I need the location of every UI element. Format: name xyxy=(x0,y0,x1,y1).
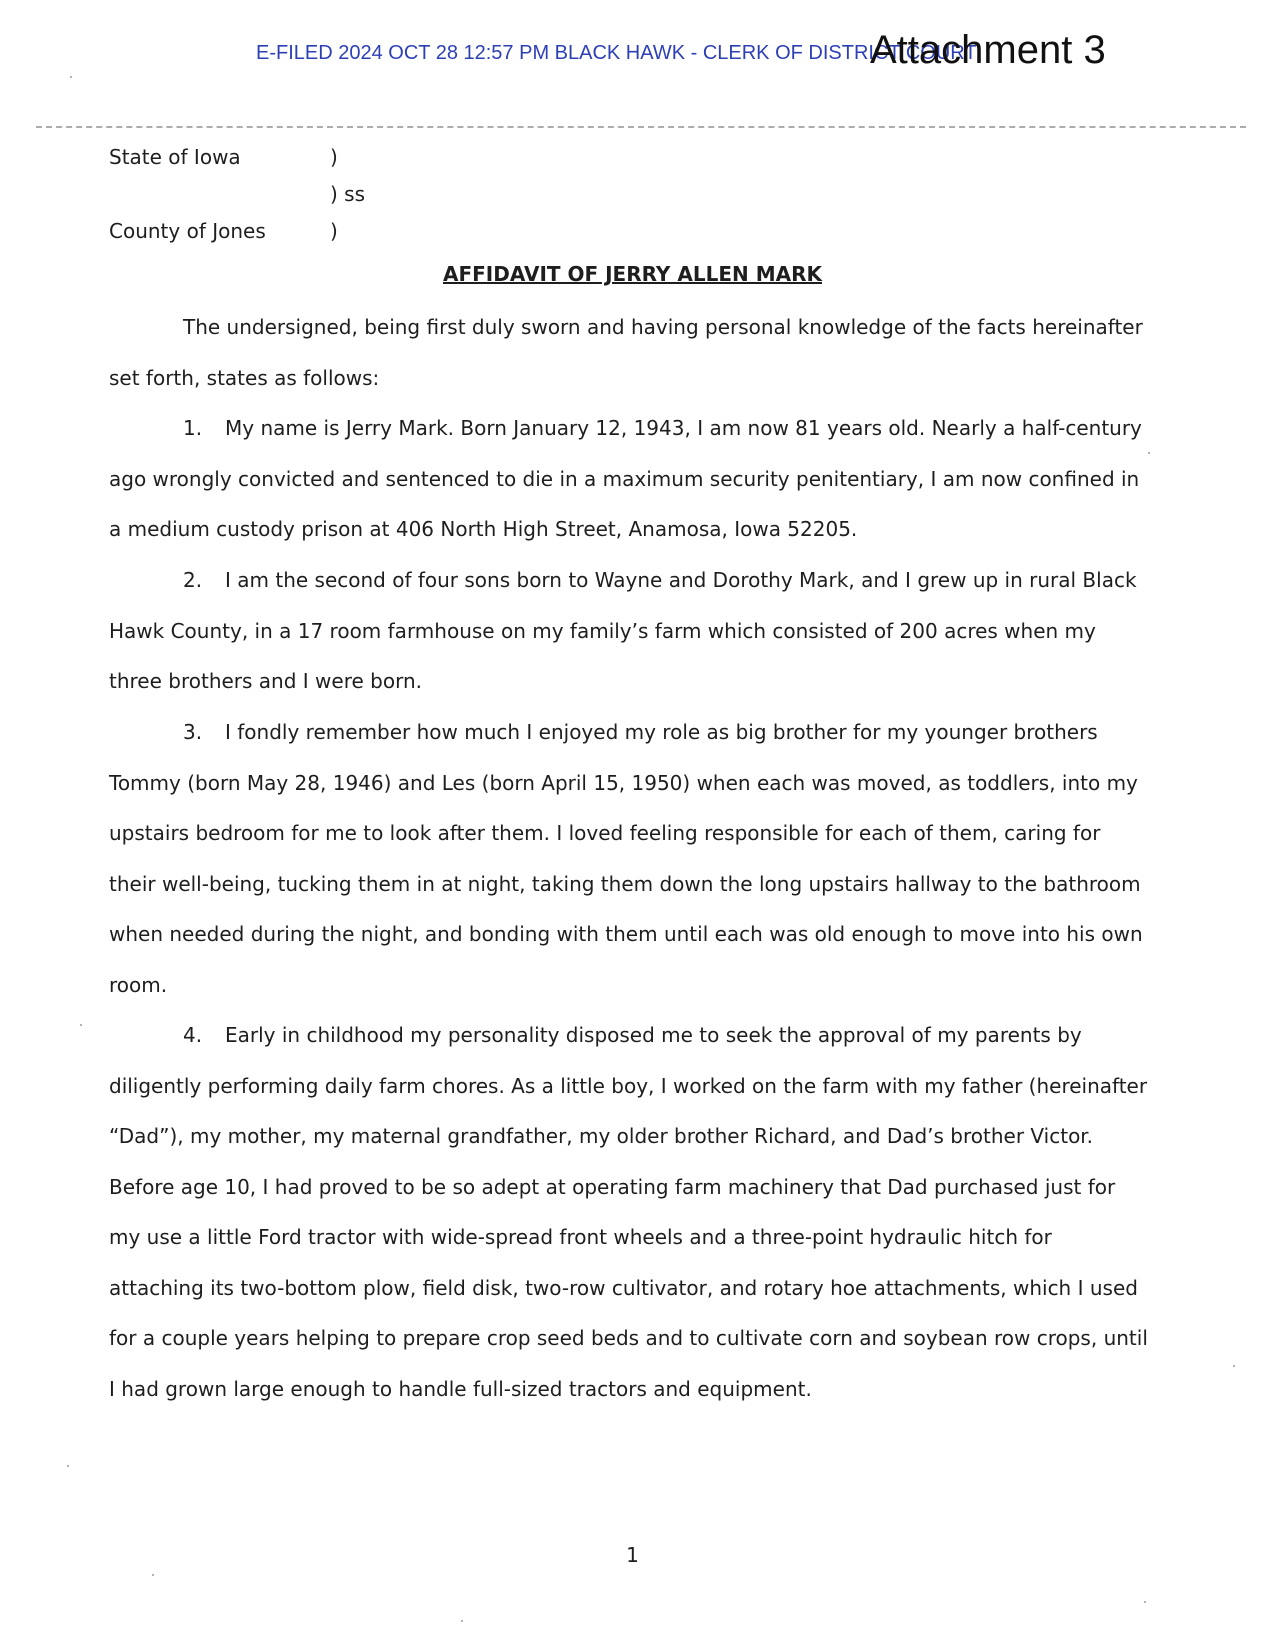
caption-state: State of Iowa xyxy=(109,145,241,169)
page-number: 1 xyxy=(626,1543,639,1567)
document-title: AFFIDAVIT OF JERRY ALLEN MARK xyxy=(443,262,822,286)
caption-paren-1: ) xyxy=(330,145,338,169)
caption-county: County of Jones xyxy=(109,219,266,243)
paragraph-text: Early in childhood my personality disposed me to seek the approval of my parents by diligently performing daily farm chores. As a little boy, I worked on the farm with my father (hereinafter “Dad”), my mother, my maternal grandfather, my older brother Richard, and Dad’s brother Victor. Before age 10, I had proved to be so adept at operating farm machinery that Dad purchased just for my use a little Ford tractor with wide-spread front wheels and a three-point hydraulic hitch for attaching its two-bottom plow, field disk, two-row cultivator, and rotary hoe attachments, which I used for a couple years helping to prepare crop seed beds and to cultivate corn and soybean row crops, until I had grown large enough to handle full-sized tractors and equipment. xyxy=(109,1023,1148,1401)
scan-divider xyxy=(36,126,1246,128)
paragraph-4 xyxy=(109,1010,1149,1414)
attachment-label: Attachment 3 xyxy=(870,28,1106,72)
paragraph-text: I fondly remember how much I enjoyed my role as big brother for my younger brothers Tommy (born May 28, 1946) and Les (born April 15, 1950) when each was moved, as toddlers, into my upstairs bedroom for me to look after them. I loved feeling responsible for each of them, caring for their well-being, tucking them in at night, taking them down the long upstairs hallway to the bathroom when needed during the night, and bonding with them until each was old enough to move into his own room. xyxy=(109,720,1143,997)
paragraph-1 xyxy=(109,403,1149,555)
paragraph-text: My name is Jerry Mark. Born January 12, 1943, I am now 81 years old. Nearly a half-century ago wrongly convicted and sentenced to die in a maximum security penitentiary, I am now confined in a medium custody prison at 406 North High Street, Anamosa, Iowa 52205. xyxy=(109,416,1142,541)
paragraph-text: I am the second of four sons born to Wayne and Dorothy Mark, and I grew up in rural Black Hawk County, in a 17 room farmhouse on my family’s farm which consisted of 200 acres when my three brothers and I were born. xyxy=(109,568,1137,693)
caption-paren-ss: ) ss xyxy=(330,182,365,206)
scan-speck xyxy=(1148,452,1150,454)
efiled-stamp: E-FILED 2024 OCT 28 12:57 PM BLACK HAWK - CLERK OF DISTRICT COURT xyxy=(256,42,977,64)
paragraph-number: 3. xyxy=(183,720,203,744)
scan-speck xyxy=(461,1620,463,1622)
paragraph-2 xyxy=(109,555,1149,707)
paragraph-3 xyxy=(109,707,1149,1010)
paragraph-number: 2. xyxy=(183,568,203,592)
paragraph-number: 1. xyxy=(183,416,203,440)
scan-speck xyxy=(152,1574,154,1576)
scan-speck xyxy=(70,76,72,78)
caption-paren-3: ) xyxy=(330,219,338,243)
scan-speck xyxy=(1144,1601,1146,1603)
scan-speck xyxy=(1233,1365,1235,1367)
paragraph-number: 4. xyxy=(183,1023,203,1047)
scan-speck xyxy=(67,1465,69,1467)
scan-speck xyxy=(80,1024,82,1026)
intro-paragraph: The undersigned, being first duly sworn and having personal knowledge of the facts hereinafter set forth, states as follows: xyxy=(109,315,1143,390)
